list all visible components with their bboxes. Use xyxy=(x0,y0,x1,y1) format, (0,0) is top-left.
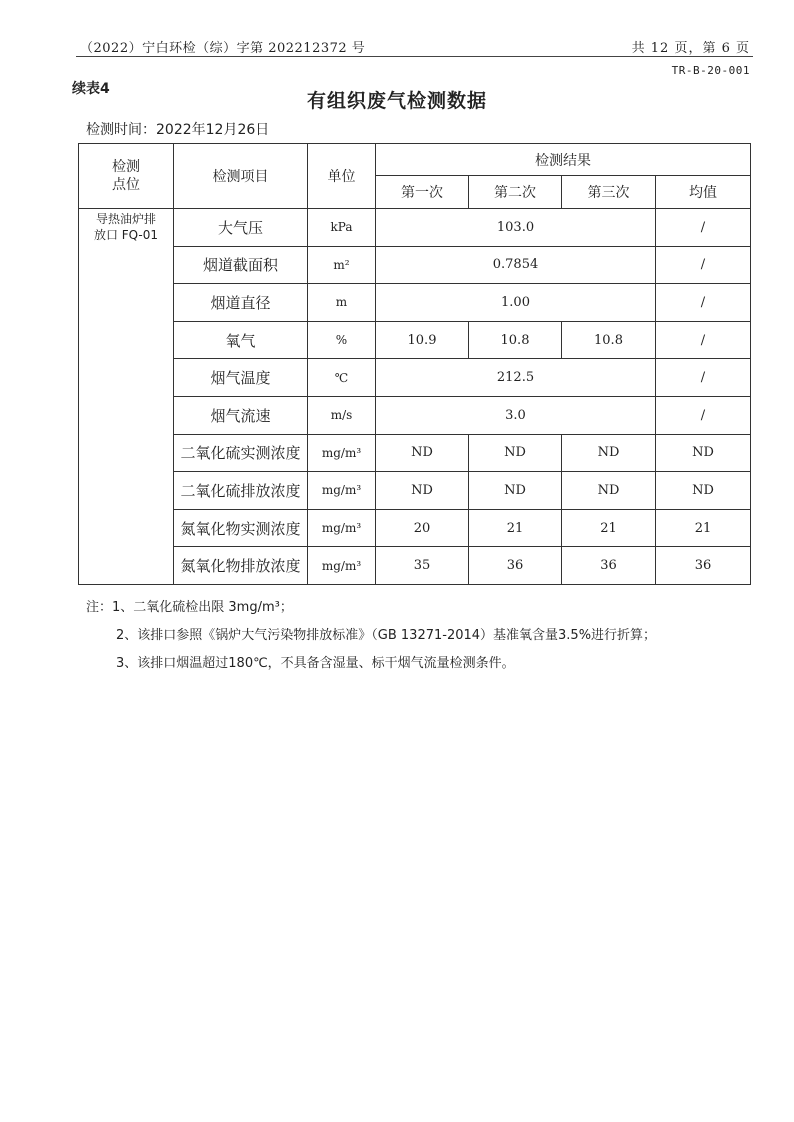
item-unit: m xyxy=(308,284,376,322)
header-point xyxy=(79,144,174,209)
header-third: 第三次 xyxy=(562,176,656,209)
measured-value: 0.7854 xyxy=(376,246,656,284)
value-third: ND xyxy=(562,434,656,472)
item-unit: m² xyxy=(308,246,376,284)
header-mean: 均值 xyxy=(656,176,751,209)
report-number: （2022）宁白环检（综）字第 202212372 号 xyxy=(80,41,366,56)
header-point-label: 检测 点位 xyxy=(112,159,140,193)
sampling-point xyxy=(79,209,174,585)
header-item: 检测项目 xyxy=(174,144,308,209)
table-row xyxy=(79,284,751,322)
item-unit: mg/m³ xyxy=(308,472,376,510)
value-second: ND xyxy=(469,472,562,510)
item-name: 氮氧化物排放浓度 xyxy=(174,547,308,585)
value-first: 35 xyxy=(376,547,469,585)
table-row xyxy=(79,209,751,247)
item-name: 氧气 xyxy=(174,321,308,359)
item-unit: mg/m³ xyxy=(308,547,376,585)
header-results: 检测结果 xyxy=(376,144,751,176)
value-third: 21 xyxy=(562,509,656,547)
note-2: 2、该排口参照《锅炉大气污染物排放标准》（GB 13271-2014）基准氧含量3.5%进行折算； xyxy=(116,628,657,643)
item-name: 烟道直径 xyxy=(174,284,308,322)
value-first: ND xyxy=(376,472,469,510)
measured-value: 3.0 xyxy=(376,396,656,434)
page-info: 共 12 页，第 6 页 xyxy=(631,41,750,56)
table-row xyxy=(79,509,751,547)
item-unit: mg/m³ xyxy=(308,509,376,547)
table-row xyxy=(79,547,751,585)
value-mean: / xyxy=(656,321,751,359)
item-name: 二氧化硫排放浓度 xyxy=(174,472,308,510)
form-code: TR-B-20-001 xyxy=(671,64,750,77)
header-unit: 单位 xyxy=(308,144,376,209)
header-divider xyxy=(76,56,753,57)
item-name: 氮氧化物实测浓度 xyxy=(174,509,308,547)
value-third: 10.8 xyxy=(562,321,656,359)
measured-value: 103.0 xyxy=(376,209,656,247)
value-second: 10.8 xyxy=(469,321,562,359)
note-1: 注：1、二氧化硫检出限 3mg/m³； xyxy=(86,600,293,615)
item-unit: kPa xyxy=(308,209,376,247)
sampling-point-label: 导热油炉排 放口 FQ-01 xyxy=(93,212,159,242)
header-first: 第一次 xyxy=(376,176,469,209)
value-second: 21 xyxy=(469,509,562,547)
item-unit: mg/m³ xyxy=(308,434,376,472)
value-mean: 21 xyxy=(656,509,751,547)
item-name: 烟气流速 xyxy=(174,396,308,434)
value-mean: / xyxy=(656,246,751,284)
value-mean: ND xyxy=(656,434,751,472)
exhaust-gas-data-table xyxy=(78,143,751,585)
value-mean: / xyxy=(656,359,751,397)
item-name: 烟气温度 xyxy=(174,359,308,397)
value-second: ND xyxy=(469,434,562,472)
value-second: 36 xyxy=(469,547,562,585)
table-row xyxy=(79,396,751,434)
notes xyxy=(86,594,656,678)
table-row xyxy=(79,472,751,510)
item-name: 大气压 xyxy=(174,209,308,247)
value-first: 20 xyxy=(376,509,469,547)
item-name: 烟道截面积 xyxy=(174,246,308,284)
test-time: 检测时间：2022年12月26日 xyxy=(86,122,270,138)
item-unit: ℃ xyxy=(308,359,376,397)
table-row xyxy=(79,434,751,472)
table-row xyxy=(79,359,751,397)
value-first: ND xyxy=(376,434,469,472)
header-second: 第二次 xyxy=(469,176,562,209)
value-mean: / xyxy=(656,284,751,322)
note-3: 3、该排口烟温超过180℃，不具备含湿量、标干烟气流量检测条件。 xyxy=(116,656,515,671)
page-title: 有组织废气检测数据 xyxy=(306,90,487,112)
item-name: 二氧化硫实测浓度 xyxy=(174,434,308,472)
value-first: 10.9 xyxy=(376,321,469,359)
value-third: ND xyxy=(562,472,656,510)
value-mean: 36 xyxy=(656,547,751,585)
continued-table-label: 续表4 xyxy=(72,81,110,97)
value-mean: ND xyxy=(656,472,751,510)
item-unit: m/s xyxy=(308,396,376,434)
measured-value: 1.00 xyxy=(376,284,656,322)
measured-value: 212.5 xyxy=(376,359,656,397)
value-mean: / xyxy=(656,209,751,247)
value-mean: / xyxy=(656,396,751,434)
value-third: 36 xyxy=(562,547,656,585)
table-row xyxy=(79,246,751,284)
item-unit: % xyxy=(308,321,376,359)
table-row xyxy=(79,321,751,359)
